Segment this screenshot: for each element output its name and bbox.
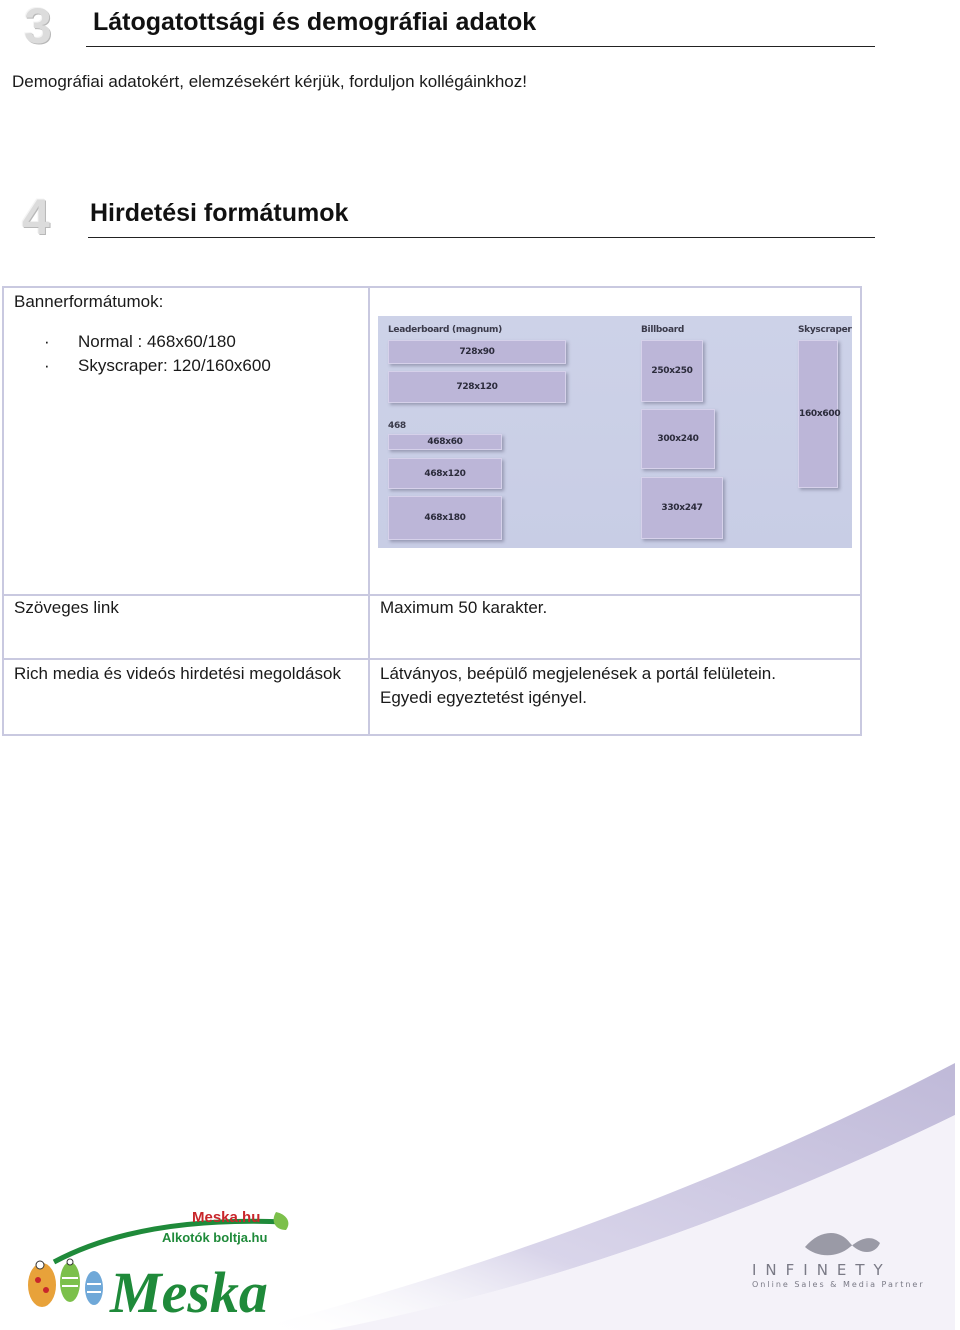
banner-box-728x90 (388, 340, 566, 364)
bullet-list (44, 330, 358, 378)
meska-site-text: Meska.hu (192, 1209, 261, 1226)
bird-icon (60, 1259, 80, 1302)
banner-box-468x180 (388, 496, 502, 540)
banner-size-label: 728x90 (459, 347, 495, 357)
table-cell (3, 287, 369, 595)
title-underline (88, 237, 875, 238)
rich-media-note: Egyedi egyeztetést igényel. (380, 688, 587, 707)
table-cell (369, 287, 861, 595)
banner-box-330x247 (641, 477, 723, 539)
text-link-description: Maximum 50 karakter. (380, 598, 548, 617)
banner-size-label: 728x120 (456, 382, 498, 392)
bird-icon (85, 1271, 103, 1305)
skyscraper-label: Skyscraper (798, 325, 852, 335)
banner-formats-heading: Bannerformátumok: (14, 292, 164, 311)
banner-size-label: 300x240 (657, 434, 699, 444)
meska-wordmark: Meska (110, 1260, 268, 1325)
banner-box-250x250 (641, 340, 703, 402)
banner-box-300x240 (641, 409, 715, 469)
rich-media-label: Rich media és videós hirdetési megoldások (14, 664, 341, 683)
banner-size-label: 330x247 (661, 503, 703, 513)
group-468-label: 468 (388, 421, 406, 431)
banner-box-728x120 (388, 371, 566, 403)
intro-text: Demográfiai adatokért, elemzésekért kérjük, forduljon kollégáinkhoz! (12, 72, 527, 91)
list-item: · Normal : 468x60/180 (44, 330, 358, 354)
rich-media-description: Látványos, beépülő megjelenések a portál felületein. (380, 664, 776, 683)
table-cell (369, 595, 861, 659)
section-number-4: 4 (22, 189, 50, 245)
banner-size-label: 160x600 (799, 409, 841, 419)
banner-box-468x60 (388, 434, 502, 450)
infinety-logo (750, 1225, 930, 1295)
banner-size-label: 468x180 (424, 513, 466, 523)
bird-icon (28, 1261, 56, 1307)
banner-box-160x600 (798, 340, 841, 488)
infinety-wordmark: INFINETY (752, 1261, 892, 1279)
banner-box-468x120 (388, 458, 502, 489)
table-cell (369, 659, 861, 735)
section-number-3: 3 (24, 0, 52, 54)
leaderboard-label: Leaderboard (magnum) (388, 325, 502, 335)
meska-logo (14, 1200, 294, 1325)
infinity-icon (805, 1233, 880, 1255)
section-title: Látogatottsági és demográfiai adatok (93, 8, 537, 36)
billboard-label: Billboard (641, 325, 684, 335)
banner-size-label: 250x250 (651, 366, 693, 376)
ad-formats-table (2, 286, 862, 736)
banner-sizes-image (378, 316, 852, 548)
table-cell (3, 595, 369, 659)
meska-tagline: Alkotók boltja.hu (162, 1230, 268, 1245)
banner-size-label: 468x60 (427, 437, 463, 447)
list-item: · Skyscraper: 120/160x600 (44, 354, 358, 378)
banner-size-label: 468x120 (424, 468, 466, 479)
section-title: Hirdetési formátumok (90, 199, 349, 227)
infinety-tagline: Online Sales & Media Partner (752, 1280, 925, 1289)
title-underline (86, 46, 875, 47)
text-link-label: Szöveges link (14, 598, 119, 617)
table-cell (3, 659, 369, 735)
